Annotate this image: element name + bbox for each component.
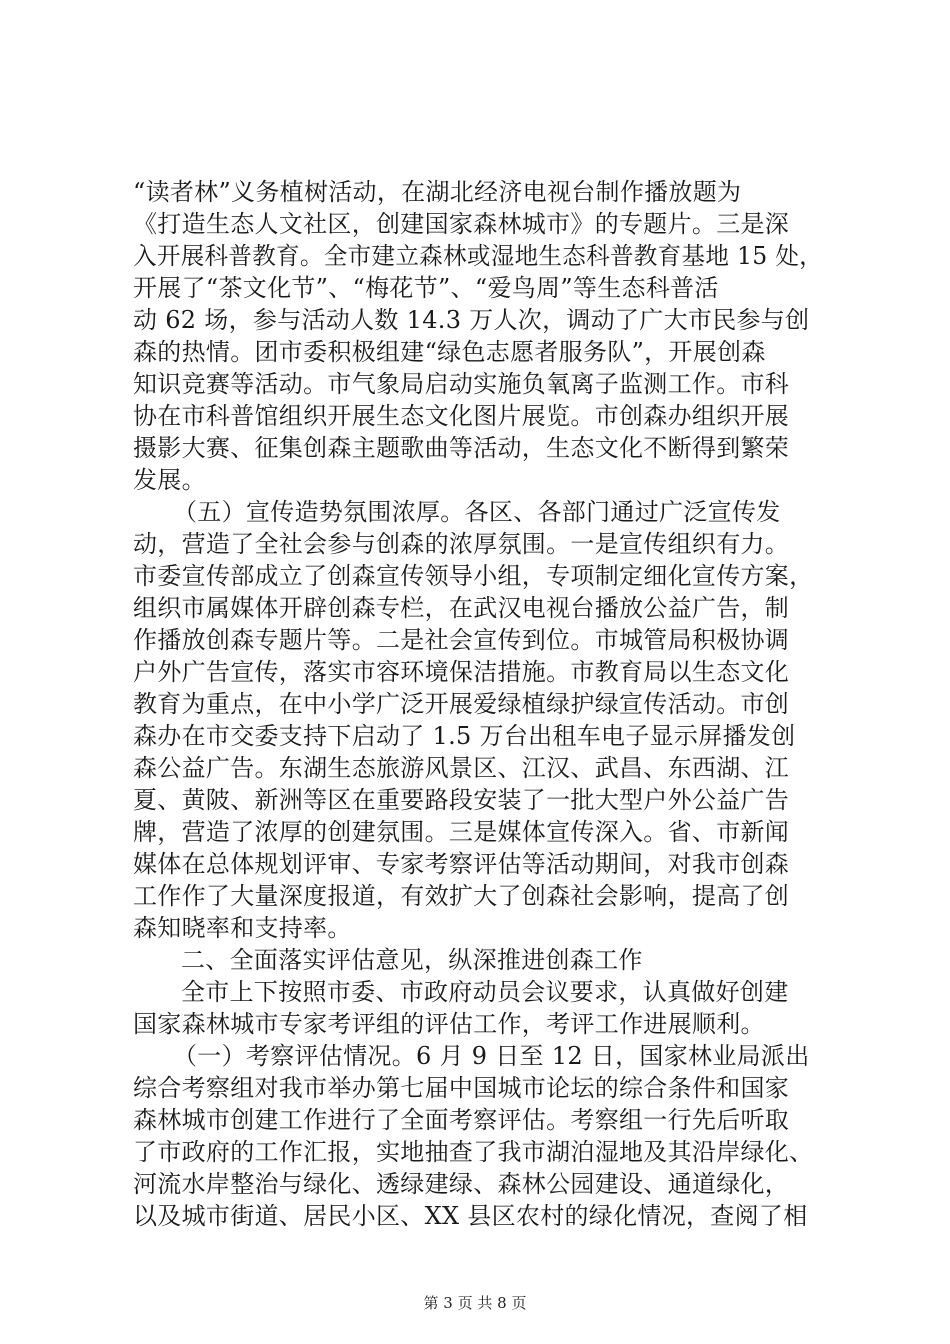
text-line: 户外广告宣传，落实市容环境保洁措施。市教育局以生态文化 xyxy=(133,658,790,686)
text-line: 森的热情。团市委积极组建“绿色志愿者服务队”，开展创森 xyxy=(133,338,766,366)
section-heading: 二、全面落实评估意见，纵深推进创森工作 xyxy=(181,946,643,974)
text-line: 入开展科普教育。全市建立森林或湿地生态科普教育基地 15 处， xyxy=(133,242,824,270)
text-line: 动，营造了全社会参与创森的浓厚氛围。一是宣传组织有力。 xyxy=(133,530,790,558)
text-line: 森林城市创建工作进行了全面考察评估。考察组一行先后听取 xyxy=(133,1106,790,1134)
text-line: 了市政府的工作汇报，实地抽查了我市湖泊湿地及其沿岸绿化、 xyxy=(133,1138,814,1166)
text-line: 作播放创森专题片等。二是社会宣传到位。市城管局积极协调 xyxy=(133,626,790,654)
text-line: 森知晓率和支持率。 xyxy=(133,914,352,942)
text-line: 市委宣传部成立了创森宣传领导小组，专项制定细化宣传方案， xyxy=(133,562,814,590)
text-line: 组织市属媒体开辟创森专栏，在武汉电视台播放公益广告，制 xyxy=(133,594,790,622)
text-line: 森办在市交委支持下启动了 1.5 万台出租车电子显示屏播发创 xyxy=(133,722,796,750)
text-line: 森公益广告。东湖生态旅游风景区、江汉、武昌、东西湖、江 xyxy=(133,754,790,782)
document-body xyxy=(133,176,823,1232)
page-number: 第 3 页 共 8 页 xyxy=(423,1294,527,1312)
text-line: 发展。 xyxy=(133,466,206,494)
text-line: 媒体在总体规划评审、专家考察评估等活动期间，对我市创森 xyxy=(133,850,790,878)
text-line: 协在市科普馆组织开展生态文化图片展览。市创森办组织开展 xyxy=(133,402,790,430)
text-line: 开展了“茶文化节”、“梅花节”、“爱鸟周”等生态科普活 xyxy=(133,274,719,302)
text-line: 以及城市街道、居民小区、XX 县区农村的绿化情况，查阅了相 xyxy=(133,1202,808,1230)
text-line: 夏、黄陂、新洲等区在重要路段安装了一批大型户外公益广告 xyxy=(133,786,790,814)
text-line: 知识竞赛等活动。市气象局启动实施负氧离子监测工作。市科 xyxy=(133,370,790,398)
text-line: 动 62 场，参与活动人数 14.3 万人次，调动了广大市民参与创 xyxy=(133,306,810,334)
paragraph-heading: （五）宣传造势氛围浓厚。各区、各部门通过广泛宣传发 xyxy=(173,498,781,526)
paragraph-heading: （一）考察评估情况。6 月 9 日至 12 日，国家林业局派出 xyxy=(173,1042,810,1070)
text-line: “读者林”义务植树活动，在湖北经济电视台制作播放题为 xyxy=(133,178,742,206)
text-line: 河流水岸整治与绿化、透绿建绿、森林公园建设、通道绿化， xyxy=(133,1170,790,1198)
text-line: 国家森林城市专家考评组的评估工作，考评工作进展顺利。 xyxy=(133,1010,765,1038)
paragraph-start: 全市上下按照市委、市政府动员会议要求，认真做好创建 xyxy=(181,978,789,1006)
text-line: 教育为重点，在中小学广泛开展爱绿植绿护绿宣传活动。市创 xyxy=(133,690,790,718)
text-line: 摄影大赛、征集创森主题歌曲等活动，生态文化不断得到繁荣 xyxy=(133,434,790,462)
text-line: 综合考察组对我市举办第七届中国城市论坛的综合条件和国家 xyxy=(133,1074,790,1102)
text-line: 《打造生态人文社区，创建国家森林城市》的专题片。三是深 xyxy=(133,210,790,238)
text-line: 工作作了大量深度报道，有效扩大了创森社会影响，提高了创 xyxy=(133,882,790,910)
text-line: 牌，营造了浓厚的创建氛围。三是媒体宣传深入。省、市新闻 xyxy=(133,818,790,846)
